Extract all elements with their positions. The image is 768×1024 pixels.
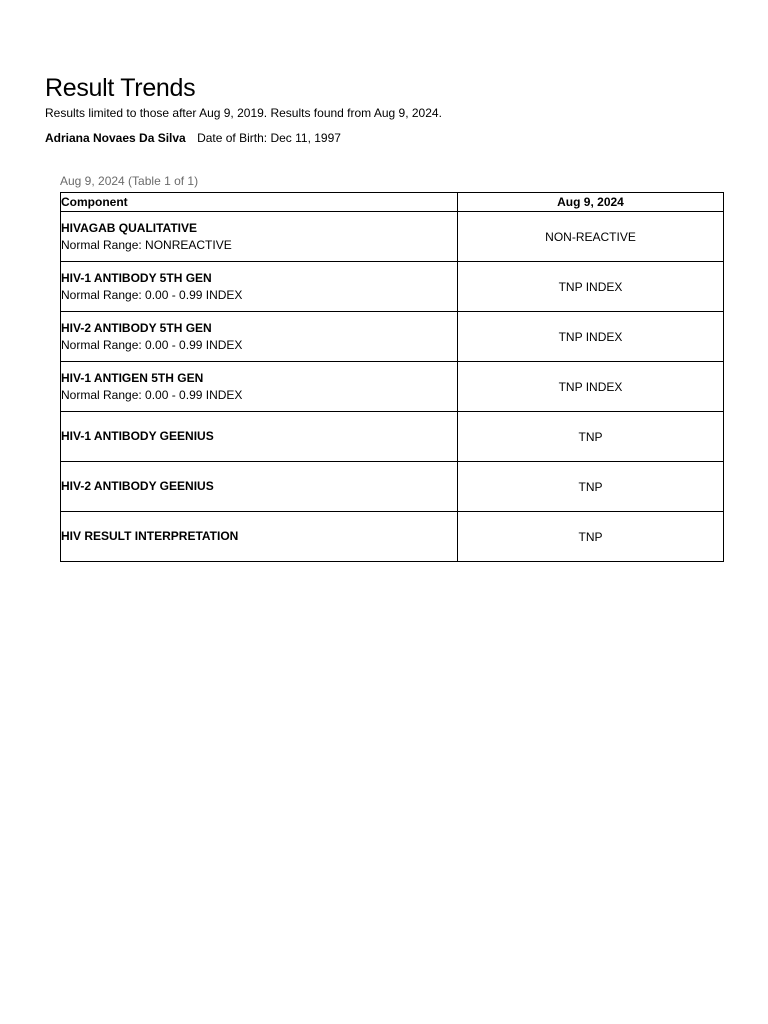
page-title: Result Trends (45, 74, 196, 102)
normal-range: Normal Range: NONREACTIVE (61, 237, 232, 252)
dob-value: Dec 11, 1997 (270, 131, 341, 145)
table-row (61, 262, 724, 312)
table-row (61, 212, 724, 262)
component-cell (61, 362, 458, 412)
result-value: TNP INDEX (458, 362, 724, 412)
component-cell (61, 312, 458, 362)
table-header-row (61, 193, 724, 212)
table-row (61, 412, 724, 462)
component-cell (61, 212, 458, 262)
component-cell (61, 412, 458, 462)
result-value: TNP (458, 412, 724, 462)
patient-name: Adriana Novaes Da Silva (45, 131, 186, 145)
normal-range: Normal Range: 0.00 - 0.99 INDEX (61, 287, 243, 302)
component-name: HIVAGAB QUALITATIVE (61, 220, 197, 235)
table-row (61, 362, 724, 412)
component-name: HIV-2 ANTIBODY 5TH GEN (61, 320, 212, 335)
result-value: TNP (458, 462, 724, 512)
component-name: HIV-2 ANTIBODY GEENIUS (61, 479, 214, 493)
table-row (61, 462, 724, 512)
component-cell (61, 512, 458, 562)
results-limit-note: Results limited to those after Aug 9, 2019. Results found from Aug 9, 2024. (45, 106, 442, 120)
component-name: HIV RESULT INTERPRETATION (61, 529, 239, 543)
column-header-date: Aug 9, 2024 (458, 193, 724, 212)
dob-label: Date of Birth: (197, 131, 268, 145)
component-name: HIV-1 ANTIGEN 5TH GEN (61, 370, 204, 385)
component-name: HIV-1 ANTIBODY 5TH GEN (61, 270, 212, 285)
result-value: TNP (458, 512, 724, 562)
normal-range: Normal Range: 0.00 - 0.99 INDEX (61, 387, 243, 402)
table-row (61, 512, 724, 562)
component-cell (61, 262, 458, 312)
component-name: HIV-1 ANTIBODY GEENIUS (61, 429, 214, 443)
table-row (61, 312, 724, 362)
result-value: TNP INDEX (458, 262, 724, 312)
results-table (60, 192, 724, 562)
table-caption: Aug 9, 2024 (Table 1 of 1) (60, 174, 199, 188)
column-header-component: Component (61, 193, 458, 212)
normal-range: Normal Range: 0.00 - 0.99 INDEX (61, 337, 243, 352)
result-value: NON-REACTIVE (458, 212, 724, 262)
result-value: TNP INDEX (458, 312, 724, 362)
component-cell (61, 462, 458, 512)
patient-info (45, 130, 341, 146)
